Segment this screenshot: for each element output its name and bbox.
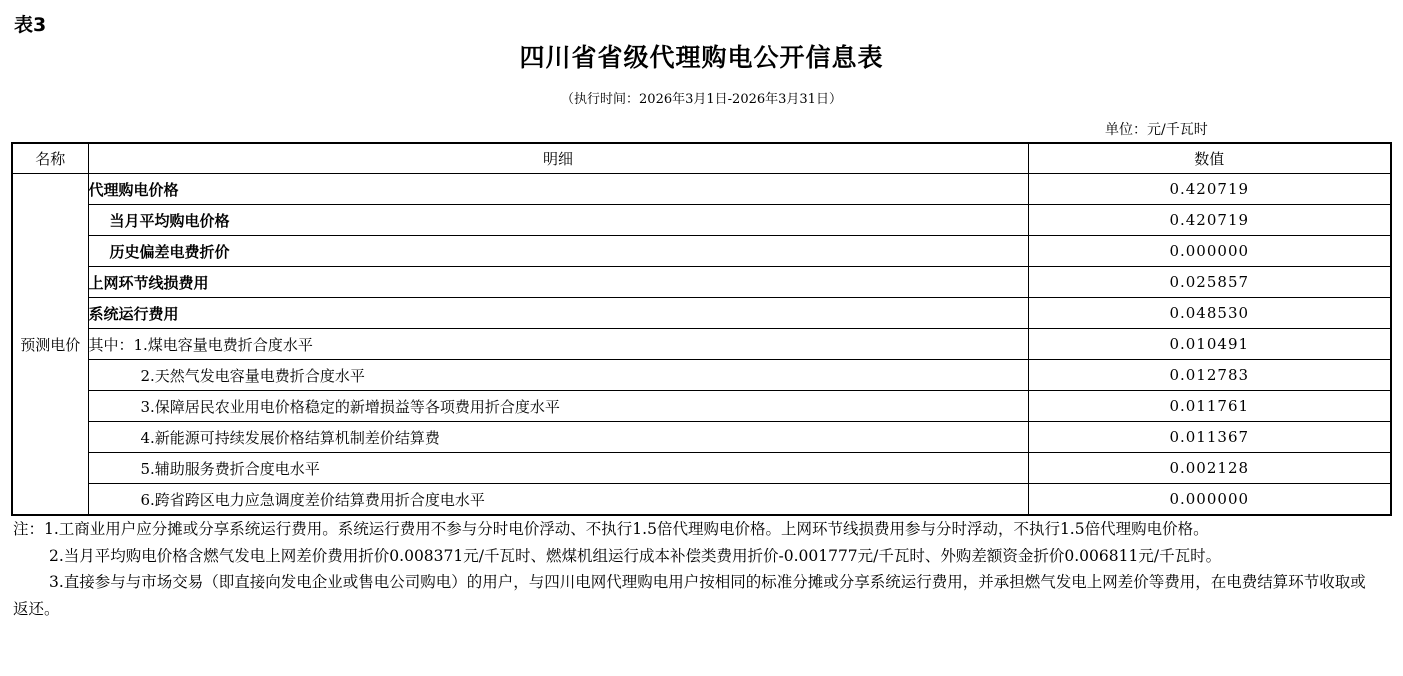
table-row [12,422,1391,453]
execution-period: （执行时间：2026年3月1日-2026年3月31日） [561,92,842,107]
table-row [12,236,1391,267]
detail-cell: 2.天然气发电容量电费折合度水平 [88,360,1028,391]
unit-label: 单位：元/千瓦时 [1105,122,1208,138]
table-row [12,329,1391,360]
detail-cell: 其中：1.煤电容量电费折合度水平 [88,329,1028,360]
table-row [12,174,1391,205]
price-info-table [11,142,1392,516]
note-item: 2.当月平均购电价格含燃气发电上网差价费用折价0.008371元/千瓦时、燃煤机组运行成本补偿类费用折价-0.001777元/千瓦时、外购差额资金折价0.006811元/千瓦时。 [49,546,1222,565]
note-item: 注：1.工商业用户应分摊或分享系统运行费用。系统运行费用不参与分时电价浮动、不执行1.5倍代理购电价格。上网环节线损费用参与分时浮动，不执行1.5倍代理购电价格。 [13,520,1209,538]
detail-cell: 3.保障居民农业用电价格稳定的新增损益等各项费用折合度水平 [88,391,1028,422]
detail-cell: 系统运行费用 [88,298,1028,329]
table-header-row [12,143,1391,174]
header-name: 名称 [12,143,88,174]
table-number-label: 表3 [14,14,47,36]
value-cell: 0.002128 [1028,453,1391,484]
table-row [12,267,1391,298]
value-cell: 0.010491 [1028,329,1391,360]
value-cell: 0.048530 [1028,298,1391,329]
value-cell: 0.012783 [1028,360,1391,391]
value-cell: 0.420719 [1028,205,1391,236]
note-item: 3.直接参与与市场交易（即直接向发电企业或售电公司购电）的用户，与四川电网代理购电用户按相同的标准分摊或分享系统运行费用，并承担燃气发电上网差价等费用，在电费结算环节收取或返还。 [13,573,1366,618]
detail-cell: 上网环节线损费用 [88,267,1028,298]
table-row [12,205,1391,236]
detail-cell: 当月平均购电价格 [88,205,1028,236]
table-row [12,298,1391,329]
table-row [12,360,1391,391]
value-cell: 0.000000 [1028,236,1391,267]
value-cell: 0.420719 [1028,174,1391,205]
group-name-cell: 预测电价 [12,174,88,516]
detail-cell: 4.新能源可持续发展价格结算机制差价结算费 [88,422,1028,453]
detail-cell: 6.跨省跨区电力应急调度差价结算费用折合度电水平 [88,484,1028,516]
notes-section [13,516,1381,622]
value-cell: 0.011367 [1028,422,1391,453]
table-row [12,391,1391,422]
header-detail: 明细 [88,143,1028,174]
header-value: 数值 [1028,143,1391,174]
value-cell: 0.025857 [1028,267,1391,298]
value-cell: 0.000000 [1028,484,1391,516]
detail-cell: 5.辅助服务费折合度电水平 [88,453,1028,484]
detail-cell: 历史偏差电费折价 [88,236,1028,267]
value-cell: 0.011761 [1028,391,1391,422]
table-row [12,453,1391,484]
table-row [12,484,1391,516]
detail-cell: 代理购电价格 [88,174,1028,205]
page-title: 四川省省级代理购电公开信息表 [519,43,884,72]
